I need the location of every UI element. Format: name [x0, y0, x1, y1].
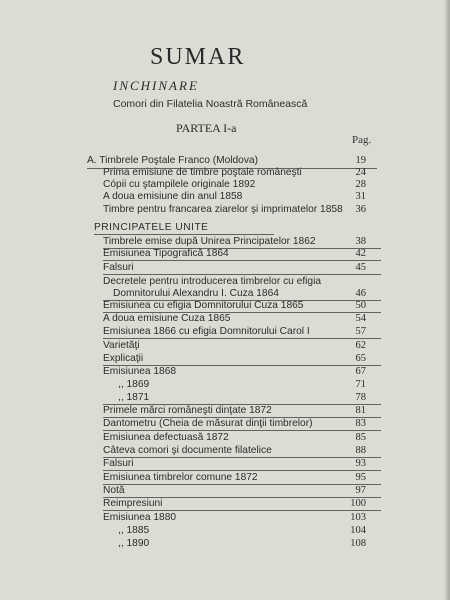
toc-entry-text: Falsuri [103, 458, 134, 469]
toc-rule [103, 457, 381, 458]
toc-entry-page: 95 [355, 472, 366, 483]
toc-entry-page: 24 [355, 167, 366, 178]
toc-entry-page: 42 [355, 248, 366, 259]
toc-entry-text: Notă [103, 485, 125, 496]
toc-entry-page: 45 [355, 262, 366, 273]
toc-entry-text: ,, 1890 [118, 538, 150, 549]
toc-rule [103, 274, 381, 275]
toc-entry-text: Emisiunea 1868 [103, 366, 177, 377]
toc-entry-text: Emisiunea Tipografică 1864 [103, 248, 229, 259]
toc-entry-text: Emisiunea cu efigia Domnitorului Cuza 1865 [103, 300, 304, 311]
toc-entry-page: 67 [355, 366, 366, 377]
page-column-label: Pag. [352, 134, 372, 146]
toc-entry-text: Decretele pentru introducerea timbrelor cu efigia [103, 276, 322, 287]
page-edge-shadow [444, 0, 450, 600]
toc-entry-text: A. Timbrele Poştale Franco (Moldova) [87, 155, 258, 166]
page-title: SUMAR [150, 44, 246, 70]
toc-entry-page: 62 [355, 340, 366, 351]
toc-entry-text: Dantometru (Cheia de măsurat dinţii timbrelor) [103, 418, 313, 429]
toc-entry-text: Emisiunea timbrelor comune 1872 [103, 472, 258, 483]
toc-rule [103, 338, 381, 339]
toc-entry-text: Varietăţi [103, 340, 140, 351]
toc-entry-page: 36 [355, 204, 366, 215]
toc-entry-text: Falsuri [103, 262, 134, 273]
toc-rule [103, 430, 381, 431]
toc-entry-page: 103 [350, 512, 366, 523]
toc-entry-text: Prima emisiune de timbre poştale româneşti [103, 167, 302, 178]
toc-entry-page: 88 [355, 445, 366, 456]
toc-entry-page: 38 [355, 236, 366, 247]
toc-entry-page: 100 [350, 498, 366, 509]
toc-entry-page: 54 [355, 313, 366, 324]
toc-entry-text: Primele mărci româneşti dinţate 1872 [103, 405, 272, 416]
toc-entry-page: 93 [355, 458, 366, 469]
toc-entry-text: ,, 1885 [118, 525, 150, 536]
toc-entry-page: 81 [355, 405, 366, 416]
toc-rule [103, 484, 381, 485]
toc-entry-text: ,, 1871 [118, 392, 150, 403]
toc-entry-page: 28 [355, 179, 366, 190]
toc-entry-text: Timbre pentru francarea ziarelor şi imprimatelor 1858 [103, 204, 343, 215]
toc-entry-page: 57 [355, 326, 366, 337]
toc-entry-text: Emisiunea 1866 cu efigia Domnitorului Carol I [103, 326, 310, 337]
toc-entry-page: 71 [355, 379, 366, 390]
toc-entry-page: 46 [355, 288, 366, 299]
toc-entry-page: 78 [355, 392, 366, 403]
toc-entry-page: 85 [355, 432, 366, 443]
toc-entry-text: A doua emisiune Cuza 1865 [103, 313, 231, 324]
toc-entry-text: A doua emisiune din anul 1858 [103, 191, 243, 202]
toc-section-heading: PRINCIPATELE UNITE [94, 222, 209, 233]
toc-entry-text: Timbrele emise după Unirea Principatelor 1862 [103, 236, 316, 247]
part-heading: PARTEA I-a [176, 121, 237, 135]
toc-entry-page: 50 [355, 300, 366, 311]
toc-entry-page: 104 [350, 525, 366, 536]
toc-entry-text: Câteva comori şi documente filatelice [103, 445, 272, 456]
dedication-heading: INCHINARE [113, 78, 199, 93]
toc-entry-page: 65 [355, 353, 366, 364]
toc-entry-page: 19 [355, 155, 366, 166]
toc-entry-text: Reimpresiuni [103, 498, 163, 509]
toc-entry-page: 83 [355, 418, 366, 429]
toc-rule [103, 470, 381, 471]
dedication-subtitle: Comori din Filatelia Noastră Românească [113, 98, 308, 110]
toc-entry-text: Emisiunea 1880 [103, 512, 177, 523]
toc-entry-text: Cópii cu ştampilele originale 1892 [103, 179, 256, 190]
toc-entry-text: Domnitorului Alexandru I. Cuza 1864 [113, 288, 279, 299]
toc-rule [103, 260, 381, 261]
toc-entry-page: 97 [355, 485, 366, 496]
toc-entry-page: 108 [350, 538, 366, 549]
toc-entry-text: Emisiunea defectuasă 1872 [103, 432, 229, 443]
toc-entry-text: ,, 1869 [118, 379, 150, 390]
toc-entry-text: Explicaţii [103, 353, 144, 364]
toc-rule [94, 234, 274, 235]
toc-rule [103, 510, 381, 511]
toc-entry-page: 31 [355, 191, 366, 202]
